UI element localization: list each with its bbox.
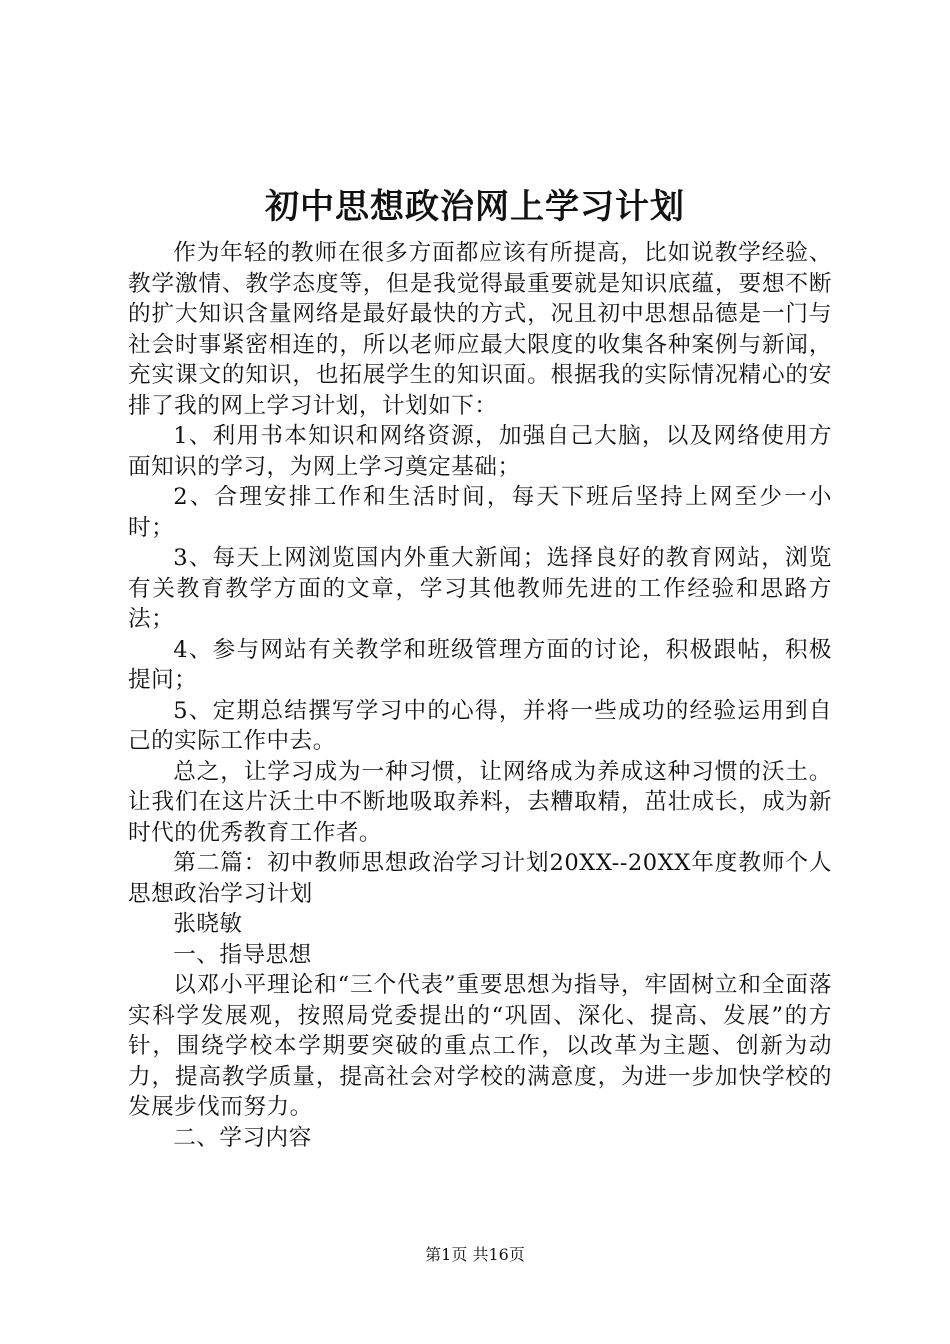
page-number: 第1页 xyxy=(425,1245,468,1264)
paragraph-item-5: 5、定期总结撰写学习中的心得，并将一些成功的经验运用到自己的实际工作中去。 xyxy=(128,697,832,754)
paragraph-item-1: 1、利用书本知识和网络资源，加强自己大脑，以及网络使用方面知识的学习，为网上学习奠定基础； xyxy=(128,423,832,480)
page-footer xyxy=(0,1243,950,1267)
paragraph-guiding-thought: 以邓小平理论和“三个代表”重要思想为指导，牢固树立和全面落实科学发展观，按照局党委提出的“巩固、深化、提高、发展”的方针，围绕学校本学期要突破的重点工作，以改革为主题、创新为动力，提高教学质量，提高社会对学校的满意度，为进一步加快学校的发展步伐而努力。 xyxy=(128,972,832,1120)
document-body xyxy=(128,238,832,1153)
paragraph-section-two-heading: 第二篇：初中教师思想政治学习计划20XX--20XX年度教师个人思想政治学习计划 xyxy=(128,850,832,907)
document-title: 初中思想政治网上学习计划 xyxy=(265,187,685,227)
paragraph-item-3: 3、每天上网浏览国内外重大新闻；选择良好的教育网站，浏览有关教育教学方面的文章，学习其他教师先进的工作经验和思路方法； xyxy=(128,545,832,632)
paragraph-summary: 总之，让学习成为一种习惯，让网络成为养成这种习惯的沃土。让我们在这片沃土中不断地吸取养料，去糟取精，茁壮成长，成为新时代的优秀教育工作者。 xyxy=(128,758,832,846)
paragraph-intro: 作为年轻的教师在很多方面都应该有所提高，比如说教学经验、教学激情、教学态度等，但是我觉得最重要就是知识底蕴，要想不断的扩大知识含量网络是最好最快的方式，况且初中思想品德是一门与社会时事紧密相连的，所以老师应最大限度的收集各种案例与新闻，充实课文的知识，也拓展学生的知识面。根据我的实际情况精心的安排了我的网上学习计划，计划如下： xyxy=(128,240,832,419)
paragraph-item-2: 2、合理安排工作和生活时间，每天下班后坚持上网至少一小时； xyxy=(128,484,832,541)
paragraph-item-4: 4、参与网站有关教学和班级管理方面的讨论，积极跟帖，积极提问； xyxy=(128,636,832,693)
paragraph-author: 张晓敏 xyxy=(173,911,243,937)
paragraph-heading-guiding-thought: 一、指导思想 xyxy=(173,941,312,968)
page-total: 共16页 xyxy=(472,1245,525,1264)
paragraph-heading-study-content: 二、学习内容 xyxy=(173,1124,312,1151)
